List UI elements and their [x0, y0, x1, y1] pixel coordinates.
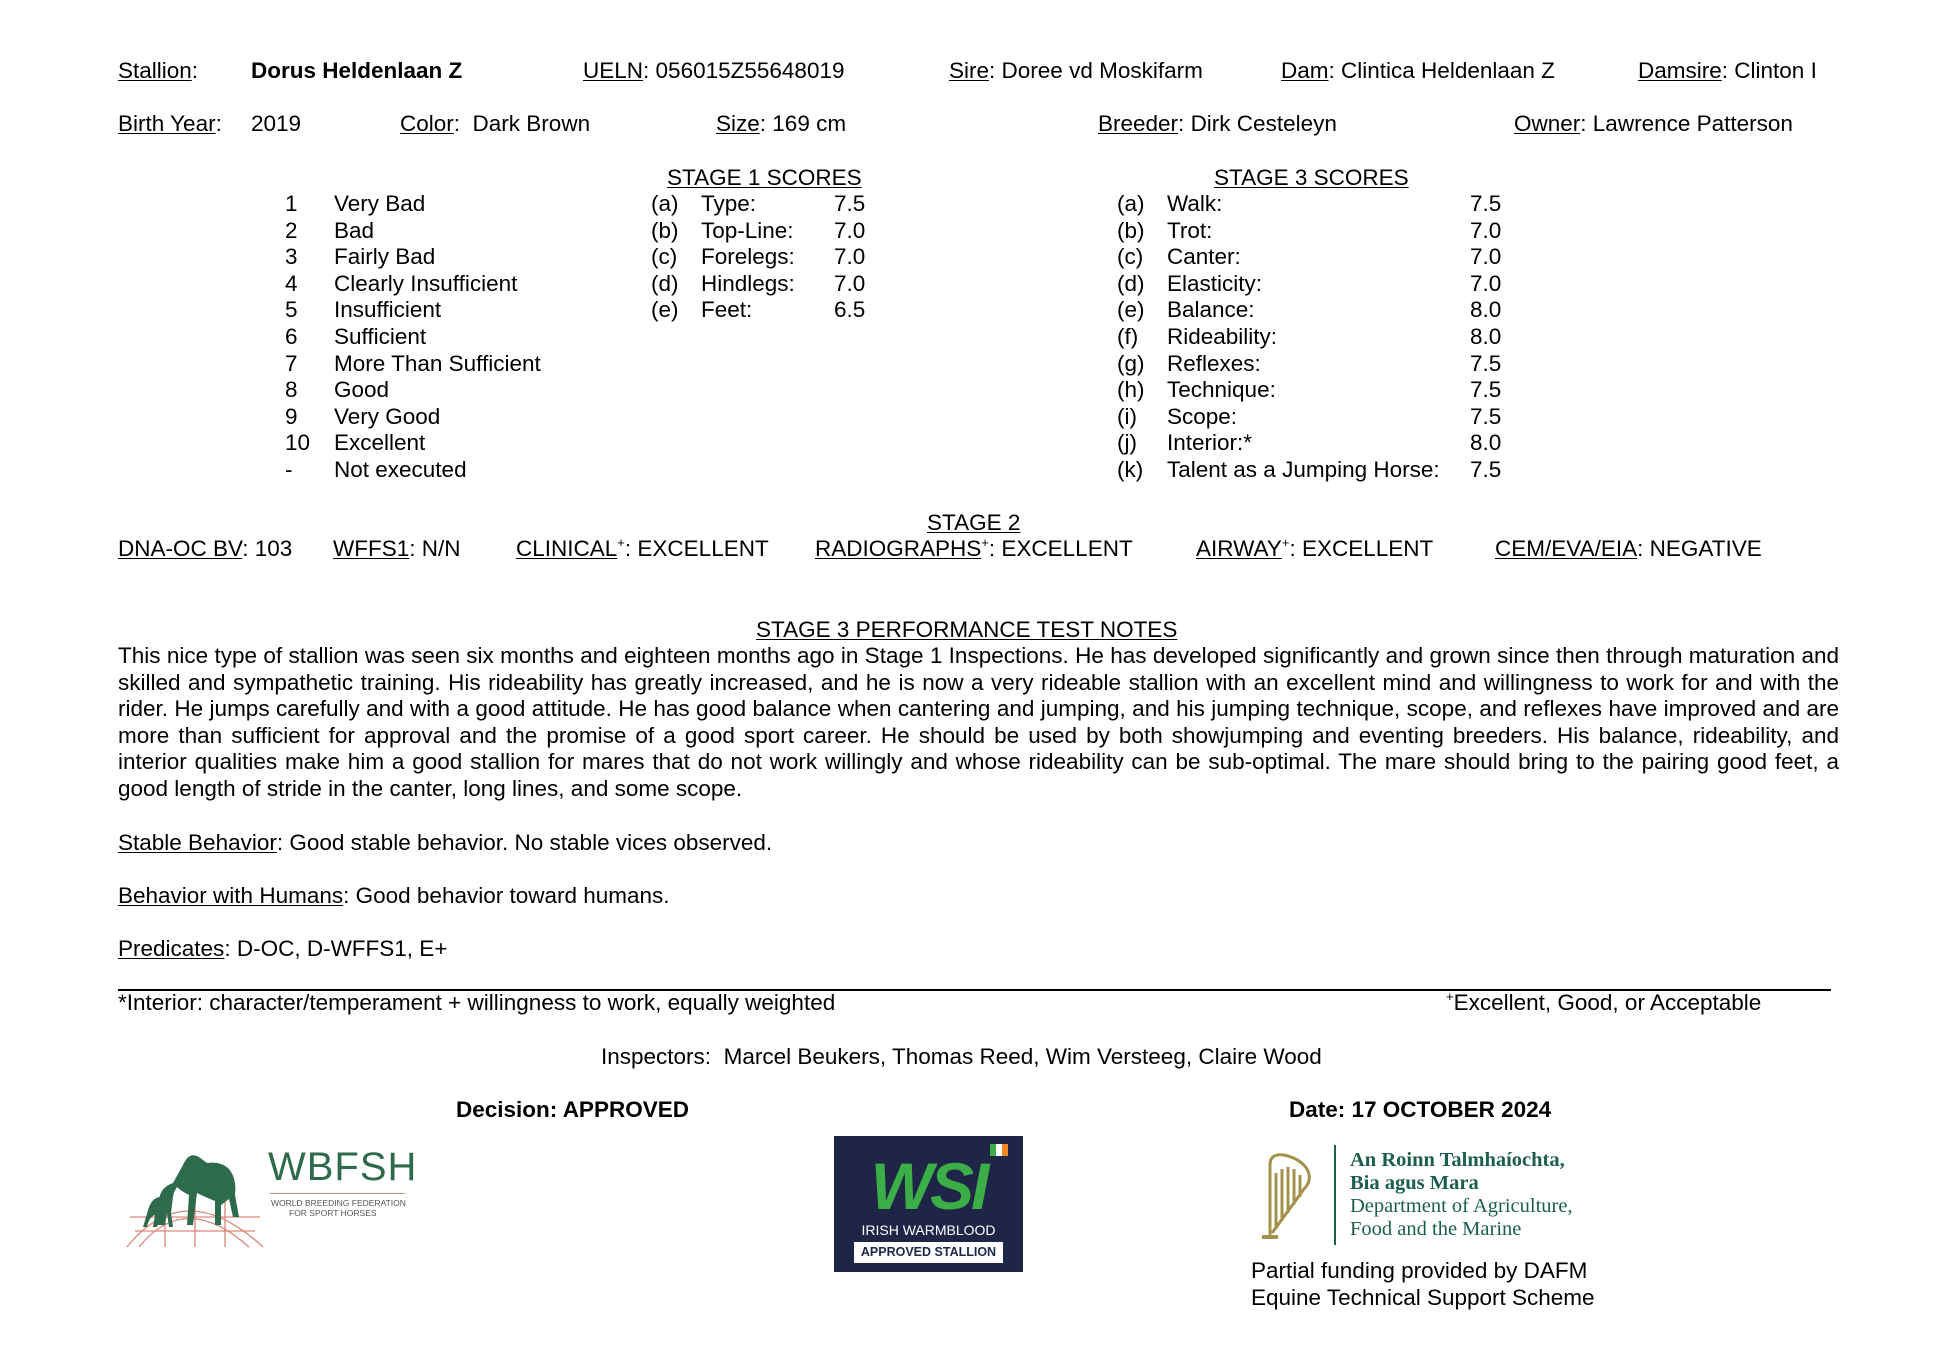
cem-value: NEGATIVE	[1649, 536, 1762, 561]
wffs-label: WFFS1	[333, 536, 410, 561]
stage3-item-label: Rideability:	[1167, 324, 1278, 349]
stage3-item-score: 7.0	[1470, 217, 1502, 243]
inspectors	[601, 1044, 1322, 1070]
airway-value: EXCELLENT	[1301, 536, 1434, 561]
excellent-footnote-text: Excellent, Good, or Acceptable	[1453, 990, 1762, 1015]
damsire-field: Damsire: Clinton I	[1638, 58, 1817, 83]
birth-year-label: Birth Year	[118, 111, 216, 136]
scale-label: Not executed	[334, 457, 467, 482]
stallion-field: Stallion:	[118, 58, 199, 83]
humans-text: Good behavior toward humans.	[355, 883, 670, 908]
predicates: Predicates: D-OC, D-WFFS1, E+	[118, 936, 448, 961]
color-label: Color	[400, 111, 454, 136]
stage3-item-score: 7.5	[1470, 403, 1502, 429]
dna-field: DNA-OC BV: 103	[118, 536, 293, 561]
dafm-logo	[1256, 1143, 1606, 1253]
stage1-item-label: Feet:	[701, 297, 753, 323]
scale-number: 3	[285, 244, 298, 270]
stage3-item-score: 7.0	[1470, 270, 1502, 296]
stage3-item-score: 7.5	[1470, 457, 1502, 482]
scale-number: 8	[285, 377, 298, 403]
stage3-item-key: (j)	[1117, 430, 1137, 456]
stage3-item-key: (a)	[1117, 191, 1145, 216]
wffs-value: N/N	[421, 536, 461, 561]
predicates-text: D-OC, D-WFFS1, E+	[236, 936, 448, 961]
clinical-value: EXCELLENT	[637, 536, 769, 561]
breeder-label: Breeder	[1098, 111, 1179, 136]
size-field: Size: 169 cm	[716, 111, 847, 136]
stage1-title: STAGE 1 SCORES	[667, 165, 862, 190]
radiographs-value: EXCELLENT	[1001, 536, 1133, 561]
dafm-irish-line2: Bia agus Mara	[1350, 1172, 1479, 1194]
stable-behavior: Stable Behavior: Good stable behavior. No stable vices observed.	[118, 830, 773, 855]
plus-mark: +	[981, 535, 989, 550]
wsi-approved-badge: APPROVED STALLION	[854, 1242, 1003, 1263]
size-value: 169 cm	[772, 111, 847, 136]
stage3-item-key: (i)	[1117, 403, 1137, 429]
breeder-value: Dirk Cesteleyn	[1190, 111, 1337, 136]
stage3-item-score: 8.0	[1470, 297, 1502, 323]
stage3-item-label: Trot:	[1167, 217, 1213, 243]
wffs-field: WFFS1: N/N	[333, 536, 461, 561]
sire-field: Sire: Doree vd Moskifarm	[949, 58, 1203, 83]
wbfsh-subtitle-1: WORLD BREEDING FEDERATION	[271, 1198, 406, 1208]
scale-label: Sufficient	[334, 324, 427, 349]
notes-body: This nice type of stallion was seen six months and eighteen months ago in Stage 1 Inspections. He has developed significantly and grown since then through maturation and skilled and sympathetic training. His rideability has greatly increased, and he is now a very rideable stallion with an excellent mind and willingness to work for and with the rider. He jumps carefully and with a good attitude. He has good balance when cantering and jumping, and his jumping technique, scope, and reflexes have improved and are more than sufficient for approval and the promise of a good sport career. He should be used by both showjumping and eventing breeders. His balance, rideability, and interior qualities make him a good stallion for mares that do not work willingly and whose rideability can be sub-optimal. The mare should bring to the pairing good feet, a good length of stride in the canter, long lines, and some scope.	[118, 643, 1839, 801]
wbfsh-subtitle-2: FOR SPORT HORSES	[289, 1208, 377, 1218]
stable-label: Stable Behavior	[118, 830, 277, 855]
wbfsh-logo	[125, 1135, 418, 1250]
stage3-item-key: (d)	[1117, 270, 1145, 296]
scale-number: 10	[285, 430, 311, 456]
funding-line-1: Partial funding provided by DAFM	[1251, 1258, 1588, 1283]
stage3-item-key: (k)	[1117, 457, 1144, 482]
dam-field: Dam: Clintica Heldenlaan Z	[1281, 58, 1555, 83]
stage3-item-key: (c)	[1117, 244, 1144, 270]
birth-year-value: 2019	[251, 111, 302, 136]
stage3-item-label: Balance:	[1167, 297, 1255, 323]
wbfsh-divider	[270, 1193, 405, 1194]
harp-icon	[1256, 1145, 1316, 1245]
dafm-irish-line1: An Roinn Talmhaíochta,	[1350, 1149, 1565, 1171]
behavior-with-humans: Behavior with Humans: Good behavior toward humans.	[118, 883, 670, 908]
stage1-item-score: 7.0	[834, 244, 866, 270]
wsi-logo	[834, 1136, 1023, 1272]
stage1-item-key: (e)	[651, 297, 679, 323]
owner-value: Lawrence Patterson	[1592, 111, 1793, 136]
plus-mark: +	[1446, 989, 1454, 1004]
dafm-divider	[1334, 1145, 1336, 1245]
stage3-item-label: Technique:	[1167, 377, 1276, 403]
breeder-field: Breeder: Dirk Cesteleyn	[1098, 111, 1337, 136]
scale-label: Very Bad	[334, 191, 426, 216]
stage3-item-label: Walk:	[1167, 191, 1223, 216]
owner-field: Owner: Lawrence Patterson	[1514, 111, 1793, 136]
date: Date: 17 OCTOBER 2024	[1289, 1097, 1552, 1122]
stage3-item-score: 7.5	[1470, 191, 1502, 216]
scale-label: Insufficient	[334, 297, 442, 323]
stage3-item-key: (e)	[1117, 297, 1145, 323]
scale-label: More Than Sufficient	[334, 350, 541, 376]
stage1-item-score: 6.5	[834, 297, 866, 323]
dna-label: DNA-OC BV	[118, 536, 243, 561]
stable-text: Good stable behavior. No stable vices observed.	[289, 830, 773, 855]
scale-number: 4	[285, 270, 298, 296]
dafm-english-line2: Food and the Marine	[1350, 1218, 1522, 1240]
airway-field: AIRWAY+: EXCELLENT	[1196, 535, 1434, 561]
scale-number: 7	[285, 350, 298, 376]
owner-label: Owner	[1514, 111, 1581, 136]
clinical-label: CLINICAL	[516, 536, 618, 561]
decision: Decision: APPROVED	[456, 1097, 689, 1122]
damsire-label: Damsire	[1638, 58, 1722, 83]
size-label: Size	[716, 111, 760, 136]
scale-label: Very Good	[334, 403, 441, 429]
stage3-item-label: Talent as a Jumping Horse:	[1167, 457, 1440, 482]
stage3-item-key: (h)	[1117, 377, 1145, 403]
ueln-label: UELN	[583, 58, 644, 83]
damsire-value: Clinton I	[1734, 58, 1817, 83]
stage3-item-label: Elasticity:	[1167, 270, 1263, 296]
stage1-item-label: Top-Line:	[701, 217, 794, 243]
stage3-item-label: Canter:	[1167, 244, 1241, 270]
color-value: Dark Brown	[472, 111, 591, 136]
stage1-item-key: (d)	[651, 270, 679, 296]
scale-number: 9	[285, 403, 298, 429]
wsi-wordmark: WSI	[870, 1149, 987, 1223]
stage3-item-label: Interior:*	[1167, 430, 1253, 456]
stage2-title: STAGE 2	[927, 510, 1021, 535]
stage1-item-label: Forelegs:	[701, 244, 795, 270]
ueln-field: UELN: 056015Z55648019	[583, 58, 845, 83]
plus-mark: +	[1281, 535, 1290, 550]
stage3-item-key: (g)	[1117, 350, 1145, 376]
predicates-label: Predicates	[118, 936, 225, 961]
color-field: Color: Dark Brown	[400, 111, 591, 136]
notes-title: STAGE 3 PERFORMANCE TEST NOTES	[756, 617, 1178, 642]
stage3-item-label: Scope:	[1167, 403, 1238, 429]
stage1-item-label: Type:	[701, 191, 757, 216]
stage1-item-key: (b)	[651, 217, 679, 243]
dam-value: Clintica Heldenlaan Z	[1341, 58, 1555, 83]
stallion-label: Stallion	[118, 58, 192, 83]
stage1-item-score: 7.0	[834, 217, 866, 243]
stage3-item-score: 7.0	[1470, 244, 1502, 270]
stage3-item-score: 8.0	[1470, 430, 1502, 456]
wsi-subtitle: IRISH WARMBLOOD	[861, 1222, 996, 1238]
stage3-item-key: (f)	[1117, 324, 1139, 349]
stage3-item-key: (b)	[1117, 217, 1145, 243]
humans-label: Behavior with Humans	[118, 883, 344, 908]
wbfsh-wordmark: WBFSH	[268, 1145, 418, 1189]
funding-line-2: Equine Technical Support Scheme	[1251, 1285, 1595, 1310]
excellent-footnote	[1446, 990, 1761, 1016]
stage1-item-score: 7.0	[834, 270, 866, 296]
cem-field: CEM/EVA/EIA: NEGATIVE	[1495, 536, 1762, 561]
stage3-item-score: 7.5	[1470, 350, 1502, 376]
dafm-english-line1: Department of Agriculture,	[1350, 1195, 1573, 1217]
stage3-item-label: Reflexes:	[1167, 350, 1261, 376]
inspectors-names: Marcel Beukers, Thomas Reed, Wim Versteeg, Claire Wood	[723, 1044, 1322, 1069]
clinical-field: CLINICAL+: EXCELLENT	[516, 535, 769, 561]
stage1-item-key: (a)	[651, 191, 679, 216]
stage3-item-score: 7.5	[1470, 377, 1502, 403]
scale-number: 1	[285, 191, 298, 216]
airway-label: AIRWAY	[1196, 536, 1282, 561]
scale-label: Bad	[334, 217, 375, 243]
radiographs-label: RADIOGRAPHS	[815, 536, 982, 561]
scale-number: 5	[285, 297, 298, 323]
stage1-item-label: Hindlegs:	[701, 270, 795, 296]
interior-footnote: *Interior: character/temperament + willingness to work, equally weighted	[118, 990, 836, 1015]
birth-year-field: Birth Year:	[118, 111, 222, 136]
sire-value: Doree vd Moskifarm	[1001, 58, 1203, 83]
scale-label: Good	[334, 377, 390, 403]
scale-label: Fairly Bad	[334, 244, 436, 270]
ueln-value: 056015Z55648019	[655, 58, 845, 83]
stage3-title: STAGE 3 SCORES	[1214, 165, 1409, 190]
stage1-item-score: 7.5	[834, 191, 866, 216]
sire-label: Sire	[949, 58, 990, 83]
radiographs-field: RADIOGRAPHS+: EXCELLENT	[815, 535, 1133, 561]
scale-label: Clearly Insufficient	[334, 270, 518, 296]
cem-label: CEM/EVA/EIA	[1495, 536, 1638, 561]
scale-number: -	[285, 457, 293, 482]
stallion-name: Dorus Heldenlaan Z	[251, 58, 463, 83]
scale-number: 2	[285, 217, 298, 243]
dna-value: 103	[254, 536, 293, 561]
scale-number: 6	[285, 324, 298, 349]
stage1-item-key: (c)	[651, 244, 678, 270]
stage3-item-score: 8.0	[1470, 324, 1502, 349]
dam-label: Dam	[1281, 58, 1329, 83]
inspectors-label: Inspectors:	[601, 1044, 712, 1069]
scale-label: Excellent	[334, 430, 426, 456]
plus-mark: +	[617, 535, 625, 550]
